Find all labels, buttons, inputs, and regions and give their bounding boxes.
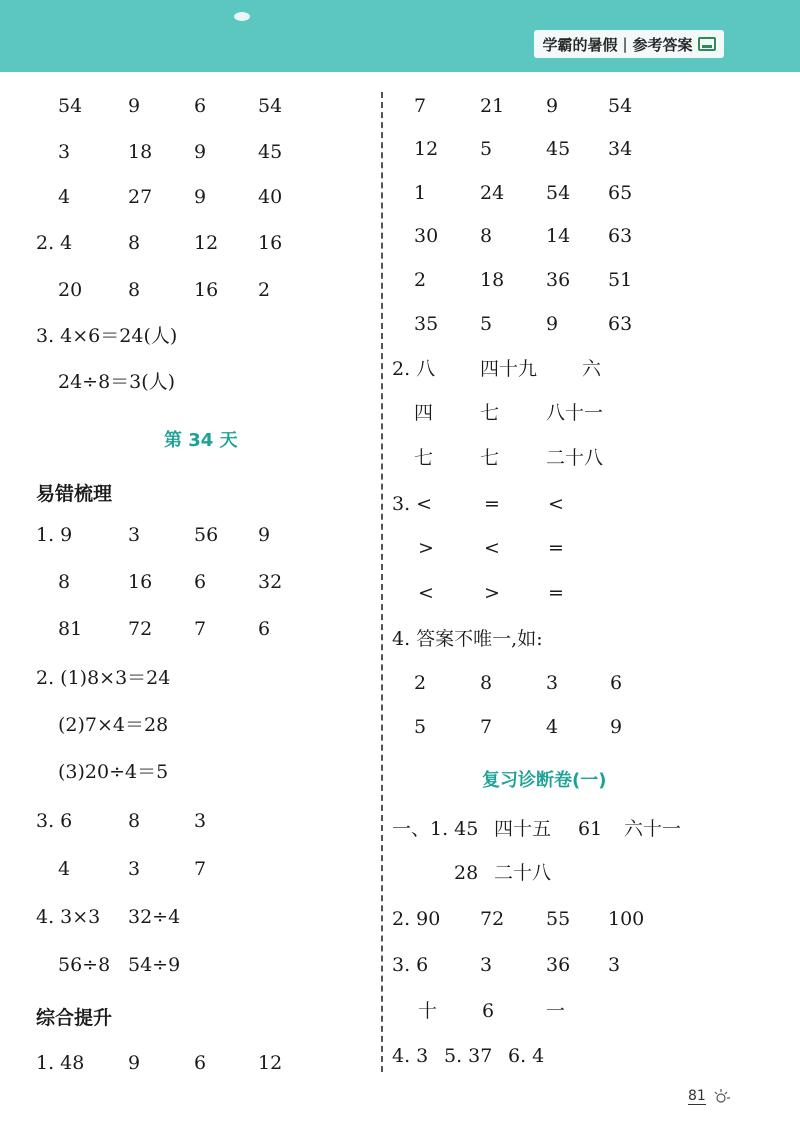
answer-row: [0, 132, 380, 172]
answer-cell: 14: [546, 225, 571, 247]
book-title: 学霸的暑假: [542, 35, 618, 54]
answer-cell: 6: [194, 1052, 207, 1074]
answer-cell: 3: [58, 141, 71, 163]
answer-cell: 72: [480, 908, 505, 930]
day-heading: 第 34 天: [164, 430, 238, 451]
answer-cell: 51: [608, 269, 633, 291]
answer-row: [384, 991, 784, 1031]
answer-row: [0, 897, 380, 937]
answer-cell: 3: [128, 524, 141, 546]
answer-cell: 65: [608, 182, 633, 204]
answer-cell: 八十一: [546, 402, 604, 424]
answer-cell: 3. <: [392, 493, 433, 515]
answer-cell: 100: [608, 908, 645, 930]
answer-cell: 8: [480, 672, 493, 694]
answer-cell: 四十五: [494, 818, 552, 840]
answer-cell: =: [548, 582, 564, 604]
answer-row: [0, 562, 380, 602]
answer-cell: 32÷4: [128, 906, 181, 928]
answer-cell: 2: [414, 269, 427, 291]
answer-cell: =: [548, 537, 564, 559]
answer-line: 4. 答案不唯一,如:: [392, 628, 543, 650]
answer-cell: 1. 9: [36, 524, 73, 546]
answer-cell: 20: [58, 279, 83, 301]
answer-cell: 4: [58, 858, 71, 880]
answer-cell: 6: [610, 672, 623, 694]
answer-row: [384, 304, 784, 344]
answer-cell: 61: [578, 818, 603, 840]
answer-row: [384, 707, 784, 747]
answer-cell: 45: [258, 141, 283, 163]
answer-cell: 9: [546, 313, 559, 335]
answer-row: [0, 86, 380, 126]
answer-row: [384, 216, 784, 256]
answer-cell: 56÷8: [58, 954, 111, 976]
answer-row: [0, 270, 380, 310]
answer-row: [0, 1043, 380, 1083]
answer-cell: 30: [414, 225, 439, 247]
answer-row: [384, 945, 784, 985]
section-heading: 易错梳理: [36, 483, 113, 505]
answer-cell: 54: [546, 182, 571, 204]
answer-row: [384, 899, 784, 939]
answer-cell: 16: [128, 571, 153, 593]
answer-cell: 二十八: [494, 862, 552, 884]
answer-cell: 32: [258, 571, 283, 593]
answer-cell: 2: [258, 279, 271, 301]
answer-cell: 18: [480, 269, 505, 291]
answer-row: [384, 86, 784, 126]
answer-cell: 54: [608, 95, 633, 117]
sun-icon: [712, 1086, 732, 1106]
answer-row: [384, 853, 784, 893]
answer-row: [0, 515, 380, 555]
answer-cell: 54: [258, 95, 283, 117]
answer-cell: 七: [480, 402, 500, 424]
answer-row: [0, 945, 380, 985]
answer-cell: 9: [546, 95, 559, 117]
answer-cell: 6: [194, 571, 207, 593]
answer-cell: 七: [480, 447, 500, 469]
answer-cell: 3: [480, 954, 493, 976]
answer-cell: 72: [128, 618, 153, 640]
answer-cell: 4: [546, 716, 559, 738]
answer-cell: 七: [414, 447, 434, 469]
answer-cell: <: [418, 582, 434, 604]
answer-cell: 2: [414, 672, 427, 694]
answer-line: 3. 4×6＝24(人): [36, 325, 178, 347]
answer-cell: 5: [414, 716, 427, 738]
answer-cell: 2. 八: [392, 358, 436, 380]
answer-row: [384, 809, 794, 849]
answer-cell: 6: [258, 618, 271, 640]
answer-cell: 7: [480, 716, 493, 738]
answer-line: (2)7×4＝28: [58, 714, 169, 736]
answer-cell: 6: [482, 1000, 495, 1022]
answer-cell: 45: [546, 138, 571, 160]
answer-cell: 81: [58, 618, 83, 640]
answer-cell: 9: [258, 524, 271, 546]
answer-cell: 1: [414, 182, 427, 204]
answer-cell: 12: [194, 232, 219, 254]
answer-cell: <: [548, 493, 564, 515]
answer-row: [0, 609, 380, 649]
answer-cell: 12: [258, 1052, 283, 1074]
answer-cell: 54: [58, 95, 83, 117]
header-band: [0, 0, 800, 72]
review-heading: 复习诊断卷(一): [482, 770, 607, 791]
answer-cell: 5. 37: [444, 1045, 493, 1067]
answer-cell: 9: [194, 186, 207, 208]
answer-cell: 9: [610, 716, 623, 738]
answer-row: [0, 223, 380, 263]
answer-cell: 六: [582, 358, 602, 380]
answer-cell: 55: [546, 908, 571, 930]
answer-cell: 3: [608, 954, 621, 976]
answer-cell: 6. 4: [508, 1045, 545, 1067]
answer-cell: 3: [546, 672, 559, 694]
answer-cell: =: [484, 493, 500, 515]
answer-row: [384, 349, 784, 389]
section-heading: 综合提升: [36, 1007, 113, 1029]
header-tag: [534, 30, 724, 58]
answer-line: 2. (1)8×3＝24: [36, 667, 171, 689]
answer-row: [0, 177, 380, 217]
answer-cell: 24: [480, 182, 505, 204]
answer-cell: 21: [480, 95, 505, 117]
answer-cell: 63: [608, 313, 633, 335]
answer-cell: 8: [128, 232, 141, 254]
answer-cell: 12: [414, 138, 439, 160]
answer-cell: 27: [128, 186, 153, 208]
header-separator: |: [622, 35, 628, 53]
answer-cell: 4. 3×3: [36, 906, 101, 928]
answer-key-label: 参考答案: [632, 35, 693, 54]
answer-cell: >: [418, 537, 434, 559]
answer-cell: 6: [194, 95, 207, 117]
answer-row: [384, 129, 784, 169]
answer-cell: 9: [128, 1052, 141, 1074]
answer-row: [384, 438, 784, 478]
answer-cell: 7: [194, 618, 207, 640]
answer-row: [384, 1036, 784, 1076]
answer-cell: 4. 3: [392, 1045, 429, 1067]
answer-cell: 十: [418, 1000, 438, 1022]
answer-cell: 二十八: [546, 447, 604, 469]
answer-cell: 36: [546, 269, 571, 291]
answer-row: [384, 260, 784, 300]
book-icon: [698, 37, 716, 51]
answer-row: [0, 849, 380, 889]
header-decoration: [234, 12, 250, 21]
answer-cell: 9: [194, 141, 207, 163]
answer-cell: 5: [480, 313, 493, 335]
answer-cell: 3. 6: [36, 810, 73, 832]
answer-cell: 40: [258, 186, 283, 208]
answer-cell: 56: [194, 524, 219, 546]
answer-line: (3)20÷4＝5: [58, 761, 169, 783]
answer-row: [384, 663, 784, 703]
answer-cell: 35: [414, 313, 439, 335]
answer-row: [384, 484, 784, 524]
answer-cell: 36: [546, 954, 571, 976]
answer-cell: 7: [194, 858, 207, 880]
answer-cell: 8: [480, 225, 493, 247]
answer-cell: 28: [454, 862, 479, 884]
answer-row: [384, 173, 784, 213]
answer-cell: 63: [608, 225, 633, 247]
answer-cell: 8: [58, 571, 71, 593]
answer-cell: 54÷9: [128, 954, 181, 976]
answer-row: [384, 573, 784, 613]
answer-cell: 8: [128, 279, 141, 301]
answer-cell: 16: [194, 279, 219, 301]
answer-cell: >: [484, 582, 500, 604]
answer-cell: 34: [608, 138, 633, 160]
answer-cell: 1. 48: [36, 1052, 85, 1074]
answer-cell: 六十一: [624, 818, 682, 840]
answer-row: [384, 528, 784, 568]
answer-cell: 2. 4: [36, 232, 73, 254]
answer-cell: 9: [128, 95, 141, 117]
answer-cell: 2. 90: [392, 908, 441, 930]
answer-cell: <: [484, 537, 500, 559]
page-number: 81: [688, 1088, 706, 1104]
answer-cell: 四十九: [480, 358, 538, 380]
column-divider: [381, 92, 383, 1072]
answer-cell: 16: [258, 232, 283, 254]
answer-cell: 一、1. 45: [392, 818, 479, 840]
answer-cell: 8: [128, 810, 141, 832]
answer-cell: 3: [194, 810, 207, 832]
answer-cell: 7: [414, 95, 427, 117]
answer-cell: 4: [58, 186, 71, 208]
answer-cell: 5: [480, 138, 493, 160]
answer-cell: 3. 6: [392, 954, 429, 976]
answer-cell: 3: [128, 858, 141, 880]
answer-row: [0, 801, 380, 841]
answer-cell: 四: [414, 402, 434, 424]
answer-row: [384, 393, 784, 433]
answer-cell: 一: [546, 1000, 566, 1022]
answer-cell: 18: [128, 141, 153, 163]
answer-line: 24÷8＝3(人): [58, 371, 176, 393]
